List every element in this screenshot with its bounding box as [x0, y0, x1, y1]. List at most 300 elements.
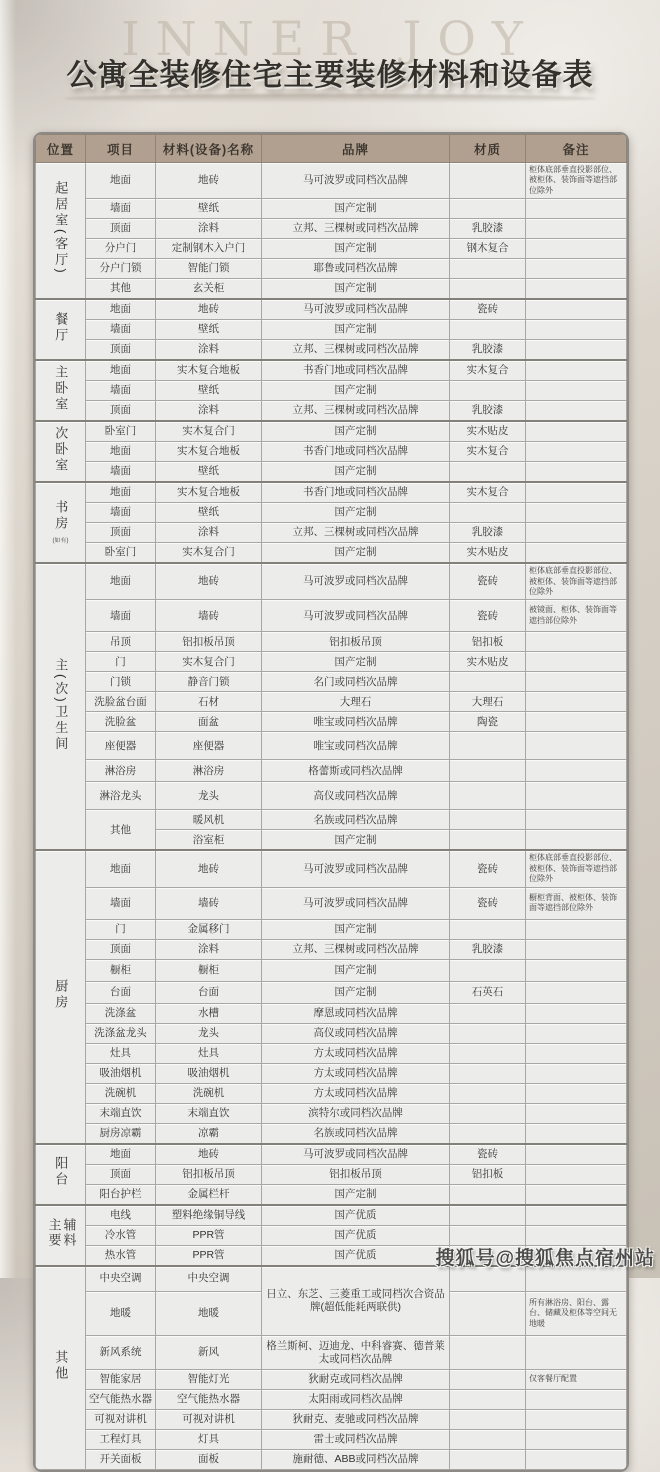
table-row [36, 1410, 627, 1430]
cell-texture: 瓷砖 [450, 563, 526, 600]
materials-table-wrapper [33, 132, 629, 1472]
cell-material: 淋浴房 [156, 760, 262, 782]
cell-texture [450, 672, 526, 692]
cell-note [526, 421, 627, 442]
cell-texture: 实木贴皮 [450, 543, 526, 564]
cell-texture [450, 163, 526, 199]
cell-brand: 马可波罗或同档次品牌 [262, 600, 450, 632]
cell-item: 顶面 [86, 340, 156, 361]
cell-brand: 国产定制 [262, 959, 450, 981]
cell-brand: 狄耐克或同档次品牌 [262, 1370, 450, 1390]
cell-note: 所有淋浴房、阳台、露台、储藏及柜体等空间无地暖 [526, 1292, 627, 1336]
cell-brand: 书香门地或同档次品牌 [262, 482, 450, 503]
cell-texture: 乳胶漆 [450, 219, 526, 239]
cell-item: 座便器 [86, 732, 156, 760]
cell-item: 分户门 [86, 239, 156, 259]
cell-material: 地暖 [156, 1292, 262, 1336]
cell-brand: 大理石 [262, 692, 450, 712]
cell-item: 地面 [86, 1144, 156, 1165]
cell-brand: 日立、东芝、三菱重工或同档次合资品牌(超低能耗两联供) [262, 1266, 450, 1336]
cell-note [526, 239, 627, 259]
cell-note [526, 1205, 627, 1226]
table-row [36, 1063, 627, 1083]
cell-texture [450, 919, 526, 939]
header-cell: 品牌 [262, 135, 450, 163]
cell-note [526, 1336, 627, 1370]
header-cell: 备注 [526, 135, 627, 163]
cell-brand: 雷士或同档次品牌 [262, 1430, 450, 1450]
cell-material: 吸油烟机 [156, 1063, 262, 1083]
cell-texture: 瓷砖 [450, 600, 526, 632]
cell-material: 台面 [156, 981, 262, 1003]
cell-brand: 格蕾斯或同档次品牌 [262, 760, 450, 782]
table-header-row [36, 135, 627, 163]
brand-watermark: INNER JOY [121, 12, 539, 67]
cell-item: 电线 [86, 1205, 156, 1226]
section-label-text: 其他 [53, 1349, 69, 1382]
cell-item: 其他 [86, 810, 156, 851]
cell-item: 墙面 [86, 462, 156, 483]
cell-texture: 实木贴皮 [450, 652, 526, 672]
cell-material: 静音门锁 [156, 672, 262, 692]
cell-material: 壁纸 [156, 381, 262, 401]
cell-texture: 实木复合 [450, 442, 526, 462]
table-row [36, 401, 627, 422]
cell-item: 末端直饮 [86, 1103, 156, 1123]
cell-item: 淋浴龙头 [86, 782, 156, 810]
cell-note [526, 1164, 627, 1184]
cell-material: 壁纸 [156, 199, 262, 219]
cell-material: 实木复合地板 [156, 442, 262, 462]
cell-brand: 马可波罗或同档次品牌 [262, 1144, 450, 1165]
cell-material: 金属栏杆 [156, 1184, 262, 1205]
cell-item: 橱柜 [86, 959, 156, 981]
table-row [36, 563, 627, 600]
cell-item: 墙面 [86, 320, 156, 340]
cell-texture [450, 1370, 526, 1390]
cell-texture: 瓷砖 [450, 850, 526, 887]
cell-brand: 国产定制 [262, 1184, 450, 1205]
cell-item: 洗脸盆台面 [86, 692, 156, 712]
cell-item: 厨房凉霸 [86, 1123, 156, 1144]
cell-note [526, 1083, 627, 1103]
cell-texture [450, 959, 526, 981]
table-row [36, 850, 627, 887]
section-label-text: 主(次)卫生间 [53, 657, 69, 753]
table-row [36, 672, 627, 692]
cell-brand: 方太或同档次品牌 [262, 1083, 450, 1103]
section-label-text: 厨房 [53, 979, 69, 1012]
cell-material: 灯具 [156, 1430, 262, 1450]
cell-material: 实木复合门 [156, 543, 262, 564]
cell-item: 墙面 [86, 199, 156, 219]
cell-brand: 耶鲁或同档次品牌 [262, 259, 450, 279]
table-row [36, 810, 627, 830]
cell-brand: 名族或同档次品牌 [262, 1123, 450, 1144]
cell-item: 热水管 [86, 1245, 156, 1266]
cell-brand: 国产定制 [262, 199, 450, 219]
cell-item: 墙面 [86, 887, 156, 919]
cell-material: 地砖 [156, 1144, 262, 1165]
cell-texture [450, 259, 526, 279]
cell-texture [450, 1123, 526, 1144]
table-row [36, 1123, 627, 1144]
cell-material: 面盆 [156, 712, 262, 732]
table-row [36, 652, 627, 672]
cell-material: 壁纸 [156, 462, 262, 483]
cell-note [526, 482, 627, 503]
cell-material: 实木复合门 [156, 652, 262, 672]
section-label-text: 起居室(客厅) [53, 181, 69, 277]
table-row [36, 1103, 627, 1123]
cell-note [526, 320, 627, 340]
cell-item: 门 [86, 919, 156, 939]
cell-material: 涂料 [156, 939, 262, 959]
cell-brand: 国产优质 [262, 1205, 450, 1226]
cell-material: 暖风机 [156, 810, 262, 830]
cell-material: 面板 [156, 1450, 262, 1470]
cell-texture: 乳胶漆 [450, 939, 526, 959]
table-row [36, 632, 627, 652]
table-row [36, 259, 627, 279]
cell-texture [450, 1410, 526, 1430]
cell-brand: 书香门地或同档次品牌 [262, 360, 450, 381]
cell-material: 智能门锁 [156, 259, 262, 279]
cell-material: 涂料 [156, 340, 262, 361]
cell-brand: 国产定制 [262, 279, 450, 300]
cell-brand: 方太或同档次品牌 [262, 1063, 450, 1083]
cell-material: 壁纸 [156, 503, 262, 523]
table-row [36, 320, 627, 340]
cell-texture: 铝扣板 [450, 1164, 526, 1184]
table-row [36, 1023, 627, 1043]
cell-note [526, 760, 627, 782]
cell-texture: 瓷砖 [450, 1144, 526, 1165]
cell-item: 空气能热水器 [86, 1390, 156, 1410]
cell-note [526, 632, 627, 652]
cell-brand: 国产定制 [262, 320, 450, 340]
cell-texture [450, 782, 526, 810]
cell-texture [450, 1205, 526, 1226]
cell-material: 涂料 [156, 401, 262, 422]
table-row [36, 543, 627, 564]
cell-item: 分户门锁 [86, 259, 156, 279]
cell-item: 洗脸盆 [86, 712, 156, 732]
cell-brand: 国产定制 [262, 830, 450, 851]
cell-texture: 铝扣板 [450, 632, 526, 652]
table-row [36, 462, 627, 483]
cell-material: PPR管 [156, 1225, 262, 1245]
cell-texture [450, 381, 526, 401]
page-title: 公寓全装修住宅主要装修材料和设备表 [66, 58, 594, 93]
cell-note [526, 1103, 627, 1123]
cell-note [526, 1144, 627, 1165]
cell-brand: 书香门地或同档次品牌 [262, 442, 450, 462]
cell-material: 金属移门 [156, 919, 262, 939]
cell-brand: 狄耐克、麦驰或同档次品牌 [262, 1410, 450, 1430]
cell-item: 顶面 [86, 401, 156, 422]
cell-material: 实木复合门 [156, 421, 262, 442]
cell-material: 壁纸 [156, 320, 262, 340]
table-row [36, 239, 627, 259]
cell-note [526, 219, 627, 239]
section-label-text: 餐厅 [53, 311, 69, 344]
cell-texture: 实木复合 [450, 482, 526, 503]
cell-texture: 实木贴皮 [450, 421, 526, 442]
cell-texture: 瓷砖 [450, 887, 526, 919]
cell-texture [450, 279, 526, 300]
cell-texture: 乳胶漆 [450, 523, 526, 543]
cell-material: 凉霸 [156, 1123, 262, 1144]
cell-texture [450, 1430, 526, 1450]
table-row [36, 1450, 627, 1470]
cell-item: 墙面 [86, 381, 156, 401]
table-row [36, 712, 627, 732]
cell-brand: 国产定制 [262, 919, 450, 939]
table-row [36, 782, 627, 810]
table-row [36, 600, 627, 632]
table-row [36, 482, 627, 503]
table-row [36, 421, 627, 442]
cell-texture [450, 462, 526, 483]
section-label [36, 482, 86, 563]
table-row [36, 732, 627, 760]
cell-brand: 名门或同档次品牌 [262, 672, 450, 692]
cell-item: 卧室门 [86, 543, 156, 564]
cell-texture [450, 1043, 526, 1063]
section-label [36, 421, 86, 482]
cell-item: 地面 [86, 163, 156, 199]
table-row [36, 1184, 627, 1205]
cell-note [526, 652, 627, 672]
section-label [36, 299, 86, 360]
cell-brand: 立邦、三棵树或同档次品牌 [262, 401, 450, 422]
cell-brand: 立邦、三棵树或同档次品牌 [262, 939, 450, 959]
cell-texture: 实木复合 [450, 360, 526, 381]
cell-note: 橱柜背面、被柜体、装饰面等遮挡部位除外 [526, 887, 627, 919]
cell-item: 洗碗机 [86, 1083, 156, 1103]
cell-item: 中央空调 [86, 1266, 156, 1292]
cell-brand: 马可波罗或同档次品牌 [262, 850, 450, 887]
table-row [36, 219, 627, 239]
cell-brand: 国产定制 [262, 652, 450, 672]
cell-note: 柜体底部垂直投影部位、被柜体、装饰面等遮挡部位除外 [526, 163, 627, 199]
cell-texture: 乳胶漆 [450, 340, 526, 361]
table-row [36, 299, 627, 320]
cell-material: 玄关柜 [156, 279, 262, 300]
cell-item: 新风系统 [86, 1336, 156, 1370]
cell-item: 地面 [86, 299, 156, 320]
cell-item: 工程灯具 [86, 1430, 156, 1450]
cell-brand: 施耐德、ABB或同档次品牌 [262, 1450, 450, 1470]
cell-note [526, 340, 627, 361]
cell-item: 墙面 [86, 503, 156, 523]
cell-texture [450, 1184, 526, 1205]
table-row [36, 523, 627, 543]
table-row [36, 1390, 627, 1410]
cell-material: 龙头 [156, 1023, 262, 1043]
cell-material: 洗碗机 [156, 1083, 262, 1103]
cell-brand: 国产优质 [262, 1225, 450, 1245]
cell-item: 淋浴房 [86, 760, 156, 782]
cell-note [526, 1390, 627, 1410]
cell-material: 涂料 [156, 523, 262, 543]
cell-brand: 国产定制 [262, 981, 450, 1003]
cell-note [526, 1123, 627, 1144]
header-cell: 位置 [36, 135, 86, 163]
cell-note [526, 732, 627, 760]
section-label [36, 1144, 86, 1205]
cell-material: 智能灯光 [156, 1370, 262, 1390]
cell-note [526, 712, 627, 732]
cell-material: 实木复合地板 [156, 482, 262, 503]
cell-brand: 马可波罗或同档次品牌 [262, 887, 450, 919]
cell-material: 地砖 [156, 850, 262, 887]
cell-material: 石材 [156, 692, 262, 712]
header-cell: 材质 [450, 135, 526, 163]
cell-note [526, 1184, 627, 1205]
table-row [36, 1205, 627, 1226]
table-row [36, 1144, 627, 1165]
cell-item: 开关面板 [86, 1450, 156, 1470]
section-label [36, 360, 86, 421]
cell-material: 实木复合地板 [156, 360, 262, 381]
table-row [36, 1003, 627, 1023]
cell-material: 橱柜 [156, 959, 262, 981]
cell-brand: 立邦、三棵树或同档次品牌 [262, 219, 450, 239]
cell-brand: 唯宝或同档次品牌 [262, 732, 450, 760]
cell-brand: 国产定制 [262, 503, 450, 523]
cell-note [526, 1430, 627, 1450]
cell-item: 吸油烟机 [86, 1063, 156, 1083]
cell-texture: 石英石 [450, 981, 526, 1003]
cell-item: 顶面 [86, 1164, 156, 1184]
cell-item: 卧室门 [86, 421, 156, 442]
cell-texture [450, 1390, 526, 1410]
table-row [36, 919, 627, 939]
cell-note [526, 503, 627, 523]
cell-item: 洗涤盆龙头 [86, 1023, 156, 1043]
table-row [36, 1043, 627, 1063]
cell-note [526, 1450, 627, 1470]
cell-brand: 高仪或同档次品牌 [262, 1023, 450, 1043]
cell-material: 浴室柜 [156, 830, 262, 851]
cell-note [526, 523, 627, 543]
cell-brand: 国产优质 [262, 1245, 450, 1266]
cell-texture: 钢木复合 [450, 239, 526, 259]
cell-brand: 唯宝或同档次品牌 [262, 712, 450, 732]
table-row [36, 279, 627, 300]
table-row [36, 1370, 627, 1390]
title-shadow-shelf [64, 94, 596, 103]
cell-brand: 铝扣板吊顶 [262, 632, 450, 652]
cell-brand: 滨特尔或同档次品牌 [262, 1103, 450, 1123]
table-row [36, 1083, 627, 1103]
table-row [36, 981, 627, 1003]
cell-texture [450, 503, 526, 523]
left-edge-highlight [0, 0, 16, 1278]
cell-note [526, 672, 627, 692]
cell-note [526, 1023, 627, 1043]
cell-brand: 马可波罗或同档次品牌 [262, 163, 450, 199]
cell-item: 地面 [86, 563, 156, 600]
cell-texture [450, 320, 526, 340]
cell-material: 座便器 [156, 732, 262, 760]
cell-material: 涂料 [156, 219, 262, 239]
cell-note [526, 279, 627, 300]
cell-brand: 国产定制 [262, 421, 450, 442]
table-row [36, 887, 627, 919]
header-cell: 项目 [86, 135, 156, 163]
cell-note [526, 543, 627, 564]
cell-texture [450, 1336, 526, 1370]
section-label [36, 563, 86, 850]
cell-note [526, 830, 627, 851]
cell-item: 顶面 [86, 939, 156, 959]
cell-item: 地面 [86, 442, 156, 462]
table-row [36, 340, 627, 361]
cell-note [526, 299, 627, 320]
cell-item: 灶具 [86, 1043, 156, 1063]
cell-brand: 国产定制 [262, 462, 450, 483]
cell-texture [450, 830, 526, 851]
cell-note: 被镜面、柜体、装饰面等遮挡部位除外 [526, 600, 627, 632]
cell-material: 塑料绝缘铜导线 [156, 1205, 262, 1226]
cell-texture [450, 199, 526, 219]
cell-material: 中央空调 [156, 1266, 262, 1292]
cell-note [526, 442, 627, 462]
cell-item: 冷水管 [86, 1225, 156, 1245]
cell-item: 地面 [86, 850, 156, 887]
cell-material: 铝扣板吊顶 [156, 1164, 262, 1184]
cell-material: 水槽 [156, 1003, 262, 1023]
table-row [36, 1336, 627, 1370]
cell-brand: 马可波罗或同档次品牌 [262, 563, 450, 600]
cell-note [526, 692, 627, 712]
cell-note [526, 1410, 627, 1430]
cell-note [526, 919, 627, 939]
table-row [36, 1164, 627, 1184]
cell-brand: 格兰斯柯、迈迪龙、中科睿赛、德普莱太或同档次品牌 [262, 1336, 450, 1370]
header-cell: 材料(设备)名称 [156, 135, 262, 163]
section-label [36, 163, 86, 300]
cell-texture [450, 1063, 526, 1083]
cell-texture [450, 732, 526, 760]
cell-item: 吊顶 [86, 632, 156, 652]
cell-brand: 国产定制 [262, 381, 450, 401]
cell-note [526, 462, 627, 483]
table-row [36, 360, 627, 381]
cell-note [526, 782, 627, 810]
table-row [36, 939, 627, 959]
table-row [36, 760, 627, 782]
section-label-note: (如有) [52, 537, 69, 544]
cell-item: 墙面 [86, 600, 156, 632]
cell-note [526, 810, 627, 830]
cell-note [526, 199, 627, 219]
cell-brand: 高仪或同档次品牌 [262, 782, 450, 810]
cell-brand: 太阳雨或同档次品牌 [262, 1390, 450, 1410]
section-label [36, 850, 86, 1143]
cell-note [526, 939, 627, 959]
cell-brand: 立邦、三棵树或同档次品牌 [262, 340, 450, 361]
cell-texture [450, 1103, 526, 1123]
cell-item: 洗涤盆 [86, 1003, 156, 1023]
cell-texture [450, 1003, 526, 1023]
cell-note [526, 1043, 627, 1063]
cell-texture: 乳胶漆 [450, 401, 526, 422]
cell-material: 地砖 [156, 563, 262, 600]
